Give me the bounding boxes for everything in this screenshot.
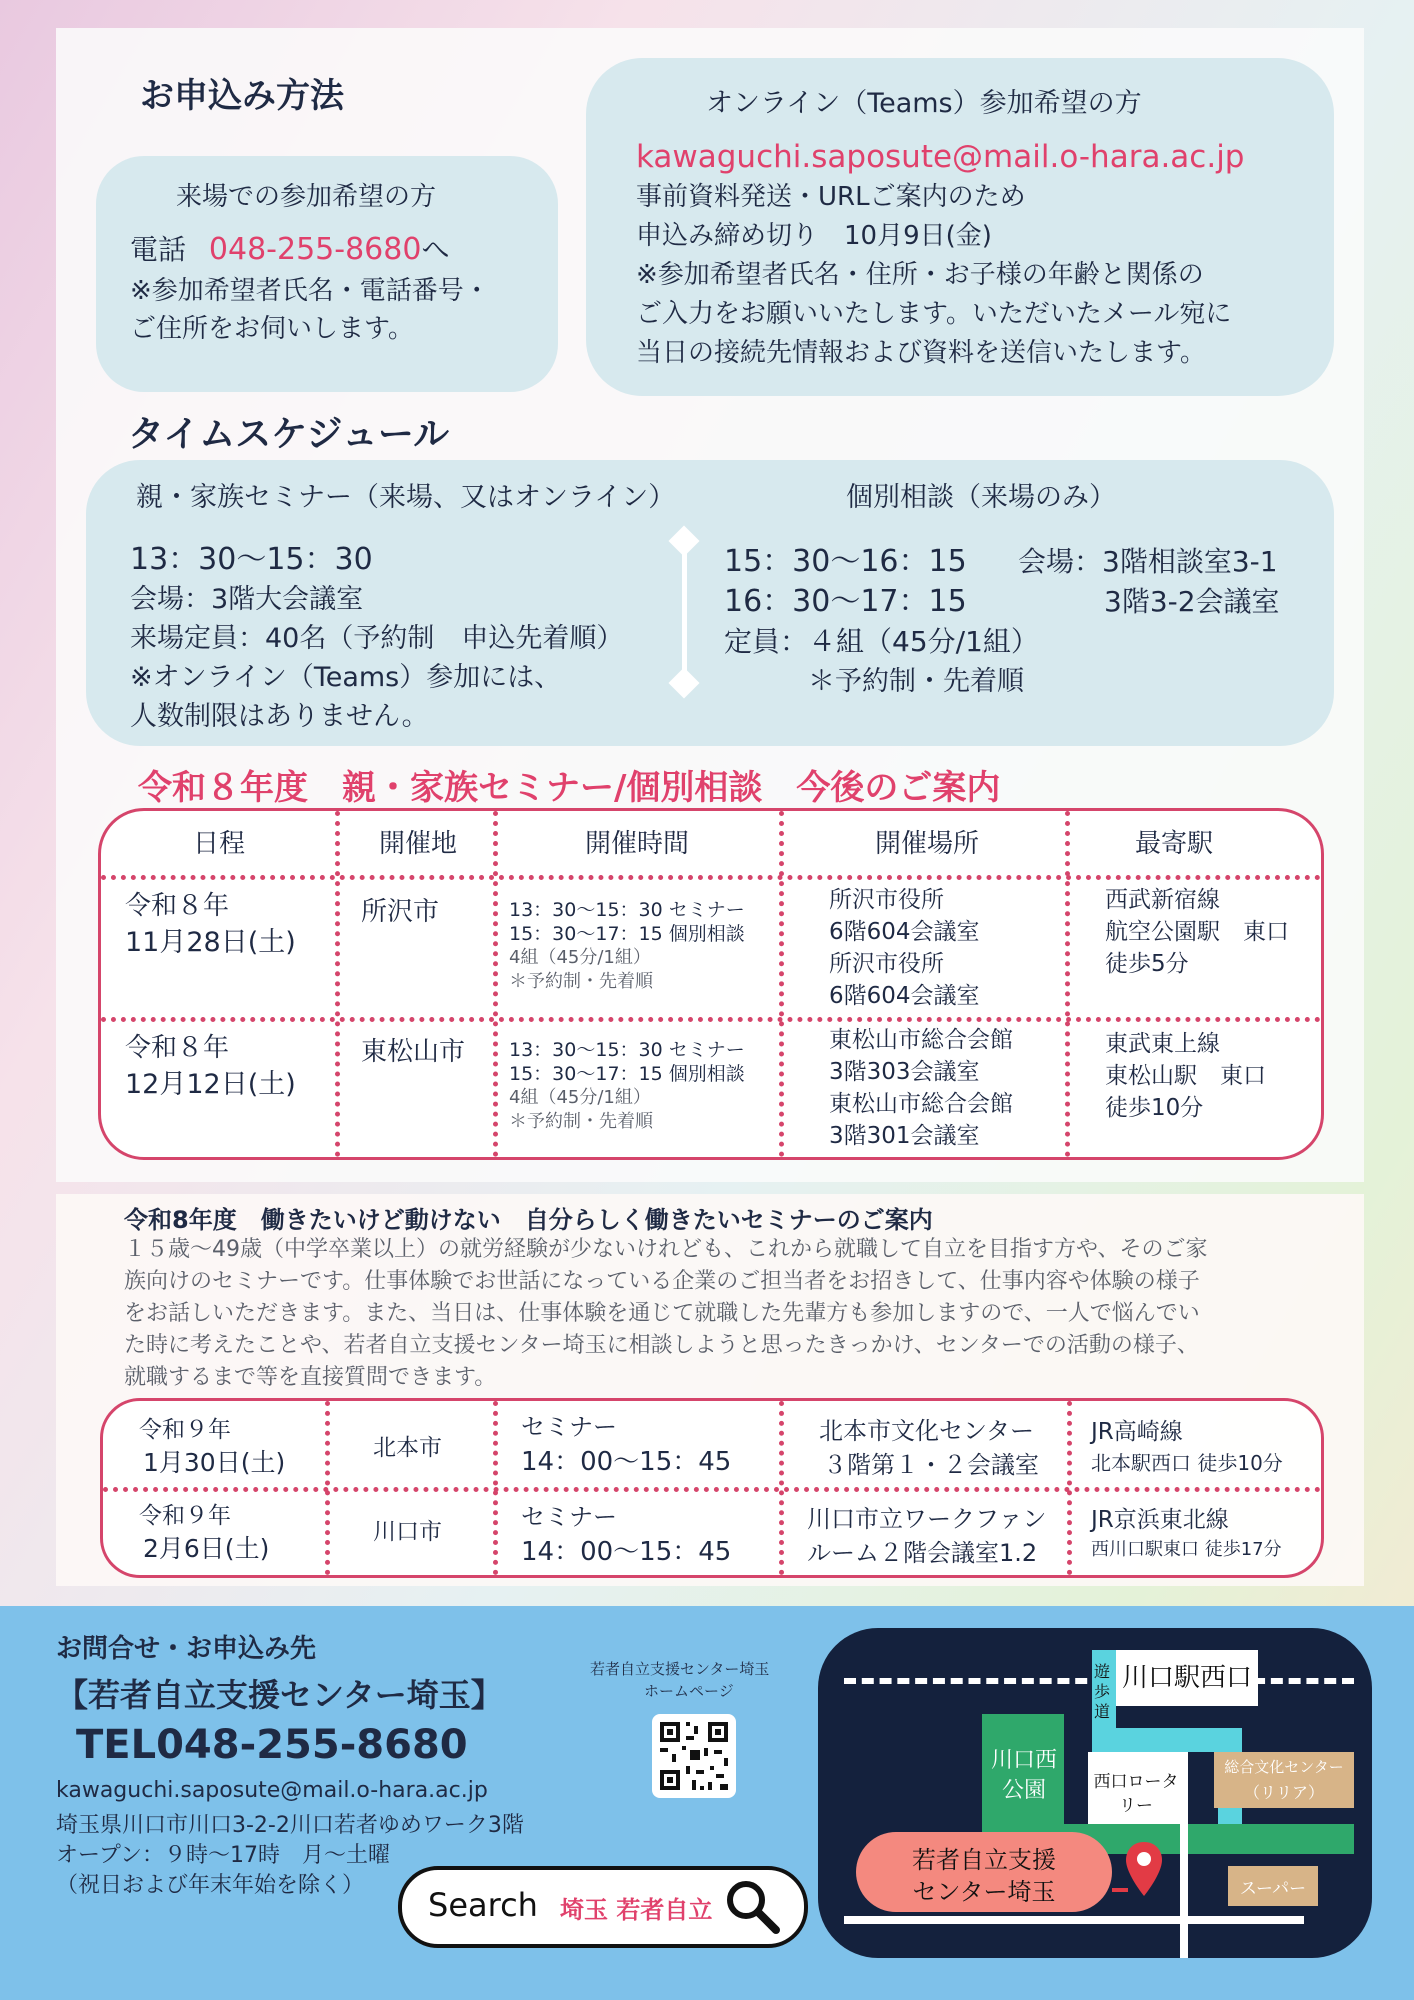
map-road (844, 1916, 1304, 1924)
map-center-label-1: 若者自立支援 (912, 1846, 1056, 1874)
guide-row-station: 東武東上線 (1105, 1031, 1220, 1057)
work-seminar-table (100, 1398, 1324, 1578)
work-row-time: セミナー (521, 1503, 617, 1531)
consult-time-2: 16：30～17：15 (724, 584, 967, 619)
guide-row-venue: 3階303会議室 (829, 1059, 980, 1085)
work-row-place: 川口市 (373, 1519, 442, 1545)
guide-row-station: 西武新宿線 (1105, 887, 1220, 913)
work-seminar-desc-line: 族向けのセミナーです。仕事体験でお世話になっている企業のご担当者をお招きして、仕事内容や体験の様子 (124, 1269, 1200, 1294)
map-center-label-2: センター埼玉 (912, 1878, 1056, 1906)
homepage-label-2: ホームページ (644, 1682, 734, 1700)
guide-row-time: 15：30～17：15 個別相談 (509, 923, 745, 945)
work-row-time: セミナー (521, 1413, 617, 1441)
guide-row-time: 15：30～17：15 個別相談 (509, 1063, 745, 1085)
consult-reservation: ＊予約制・先着順 (808, 666, 1024, 697)
work-seminar-desc-line: １５歳～49歳（中学卒業以上）の就労経験が少ないけれども、これから就職して自立を目指す方や、そのご家 (124, 1237, 1208, 1262)
work-row-place: 北本市 (373, 1435, 442, 1461)
guide-row-venue: 東松山市総合会館 (829, 1091, 1013, 1117)
work-row-venue: ルーム２階会議室1.2 (807, 1539, 1038, 1567)
search-label: Search (428, 1886, 538, 1924)
guide-row-date: 令和８年 (125, 1033, 230, 1063)
work-row-venue: 北本市文化センター (819, 1417, 1035, 1445)
seminar-capacity: 来場定員：40名（予約制 申込先着順） (130, 623, 624, 654)
guide-header: 開催地 (379, 829, 458, 859)
online-title: オンライン（Teams）参加希望の方 (706, 88, 1142, 119)
venue-title: 来場での参加希望の方 (176, 182, 437, 212)
homepage-label-1: 若者自立支援センター埼玉 (590, 1660, 770, 1678)
guide-header: 開催場所 (875, 829, 980, 859)
work-row-divider (103, 1487, 1321, 1492)
work-row-venue: 川口市立ワークファン (807, 1505, 1047, 1533)
guide-row-venue: 3階301会議室 (829, 1123, 980, 1149)
work-seminar-title: 令和8年度 働きたいけど動けない 自分らしく働きたいセミナーのご案内 (124, 1206, 933, 1234)
venue-phone[interactable]: 048-255-8680 (208, 232, 422, 267)
map-pin-link (1112, 1888, 1128, 1892)
access-map (818, 1628, 1372, 1958)
consult-capacity: 定員：４組（45分/1組） (724, 625, 1039, 658)
guide-row-date: 12月12日(土) (125, 1069, 296, 1100)
search-query: 埼玉 若者自立 (560, 1896, 713, 1924)
application-title: お申込み方法 (140, 76, 344, 116)
seminar-venue: 会場：3階大会議室 (130, 584, 364, 615)
venue-phone-line (130, 230, 449, 269)
map-walkway-label: 遊歩道 (1094, 1662, 1111, 1721)
contact-hours: オープン：９時～17時 月～土曜 (56, 1843, 391, 1868)
map-park-label: 川口西公園 (990, 1748, 1057, 1803)
guide-row-divider (101, 875, 1321, 880)
work-row-date: 令和９年 (139, 1417, 231, 1443)
work-row-time: 14：00～15：45 (521, 1537, 732, 1567)
consult-venue-1: 会場：3階相談室3-1 (1018, 545, 1278, 578)
guide-row-station: 徒歩10分 (1105, 1095, 1204, 1121)
consult-title: 個別相談（来場のみ） (846, 482, 1116, 513)
online-line-4: ご入力をお願いいたします。いただいたメール宛に (636, 299, 1232, 329)
work-row-station: 西川口駅東口 徒歩17分 (1091, 1539, 1282, 1560)
venue-note-1: ※参加希望者氏名・電話番号・ (130, 276, 490, 306)
online-line-5: 当日の接続先情報および資料を送信いたします。 (636, 338, 1206, 368)
guide-row-place: 所沢市 (361, 897, 440, 927)
guide-title: 令和８年度 親・家族セミナー/個別相談 今後のご案内 (138, 768, 1001, 808)
guide-row-venue: 東松山市総合会館 (829, 1027, 1013, 1053)
seminar-time: 13：30～15：30 (130, 542, 373, 577)
qr-code[interactable] (652, 1714, 736, 1798)
location-pin-icon (1124, 1840, 1164, 1898)
contact-heading: お問合せ・お申込み先 (56, 1634, 317, 1664)
work-row-date: 2月6日(土) (143, 1534, 270, 1563)
guide-col-divider (779, 811, 784, 1157)
guide-row-time: ＊予約制・先着順 (509, 1111, 653, 1132)
map-rotary-label: 西口ロータリー (1093, 1772, 1179, 1816)
seminar-online-note-2: 人数制限はありません。 (130, 701, 429, 732)
qr-code-icon (652, 1714, 736, 1798)
guide-col-divider (335, 811, 340, 1157)
guide-header: 開催時間 (585, 829, 690, 859)
work-row-station: 北本駅西口 徒歩10分 (1091, 1451, 1283, 1475)
guide-row-place: 東松山市 (361, 1037, 466, 1067)
guide-row-venue: 6階604会議室 (829, 919, 980, 945)
work-row-station: JR高崎線 (1091, 1419, 1183, 1445)
online-line-2: 申込み締め切り 10月9日(金) (636, 221, 992, 251)
guide-row-date: 令和８年 (125, 891, 230, 921)
online-email[interactable]: kawaguchi.saposute@mail.o-hara.ac.jp (636, 139, 1245, 175)
work-seminar-desc (124, 1234, 1208, 1394)
guide-table (98, 808, 1324, 1160)
online-line-3: ※参加希望者氏名・住所・お子様の年齢と関係の (636, 260, 1204, 290)
guide-header: 最寄駅 (1135, 829, 1214, 859)
consult-venue-2: 3階3-2会議室 (1104, 585, 1280, 618)
venue-note-2: ご住所をお伺いします。 (130, 314, 414, 344)
map-lilia-label-1: 総合文化センター (1224, 1758, 1344, 1776)
guide-row-time: ＊予約制・先着順 (509, 971, 653, 992)
guide-row-date: 11月28日(土) (125, 927, 296, 958)
guide-header: 日程 (193, 829, 246, 859)
schedule-divider (682, 540, 687, 682)
phone-suffix: へ (421, 233, 450, 266)
guide-row-station: 徒歩5分 (1105, 951, 1189, 977)
guide-row-station: 東松山駅 東口 (1105, 1063, 1266, 1089)
map-station: 川口駅西口 (1116, 1650, 1258, 1706)
guide-row-station: 航空公園駅 東口 (1105, 919, 1289, 945)
seminar-online-note: ※オンライン（Teams）参加には、 (130, 662, 562, 693)
guide-row-time: 13：30～15：30 セミナー (509, 899, 745, 921)
consult-time-1: 15：30～16：15 (724, 544, 967, 579)
contact-org: 【若者自立支援センター埼玉】 (56, 1676, 503, 1714)
guide-row-time: 4組（45分/1組） (509, 1087, 651, 1108)
guide-row-time: 13：30～15：30 セミナー (509, 1039, 745, 1061)
work-seminar-desc-line: た時に考えたことや、若者自立支援センター埼玉に相談しようと思ったきっかけ、センターでの活動の様子、 (124, 1333, 1199, 1358)
seminar-title: 親・家族セミナー（来場、又はオンライン） (136, 482, 676, 513)
map-lilia-label-2: （リリア） (1243, 1783, 1324, 1802)
work-row-time: 14：00～15：45 (521, 1447, 732, 1477)
work-seminar-desc-line: 就職するまで等を直接質問できます。 (124, 1365, 497, 1390)
map-road (1180, 1752, 1188, 1958)
work-seminar-desc-line: をお話しいただきます。また、当日は、仕事体験を通じて就職した先輩方も参加しますので、一人で悩んでい (124, 1301, 1200, 1326)
work-row-station: JR京浜東北線 (1091, 1507, 1229, 1533)
phone-prefix: 電話 (130, 233, 187, 266)
guide-row-venue: 所沢市役所 (829, 951, 944, 977)
search-box[interactable] (398, 1866, 808, 1948)
guide-col-divider (1065, 811, 1070, 1157)
work-row-date: 1月30日(土) (143, 1448, 286, 1477)
contact-tel[interactable]: TEL048-255-8680 (76, 1722, 468, 1768)
schedule-title: タイムスケジュール (128, 414, 450, 455)
guide-row-venue: 所沢市役所 (829, 887, 944, 913)
contact-holidays: （祝日および年末年始を除く） (56, 1873, 365, 1898)
guide-col-divider (493, 811, 498, 1157)
guide-row-time: 4組（45分/1組） (509, 947, 651, 968)
map-super-label: スーパー (1239, 1879, 1307, 1899)
contact-email[interactable]: kawaguchi.saposute@mail.o-hara.ac.jp (56, 1778, 488, 1803)
guide-row-divider (101, 1017, 1321, 1022)
search-icon[interactable] (722, 1876, 784, 1938)
work-row-venue: ３階第１・２会議室 (823, 1451, 1039, 1479)
guide-row-venue: 6階604会議室 (829, 983, 980, 1009)
work-row-date: 令和９年 (139, 1503, 231, 1529)
contact-address: 埼玉県川口市川口3-2-2川口若者ゆめワーク3階 (56, 1813, 524, 1838)
online-line-1: 事前資料発送・URLご案内のため (636, 182, 1026, 212)
